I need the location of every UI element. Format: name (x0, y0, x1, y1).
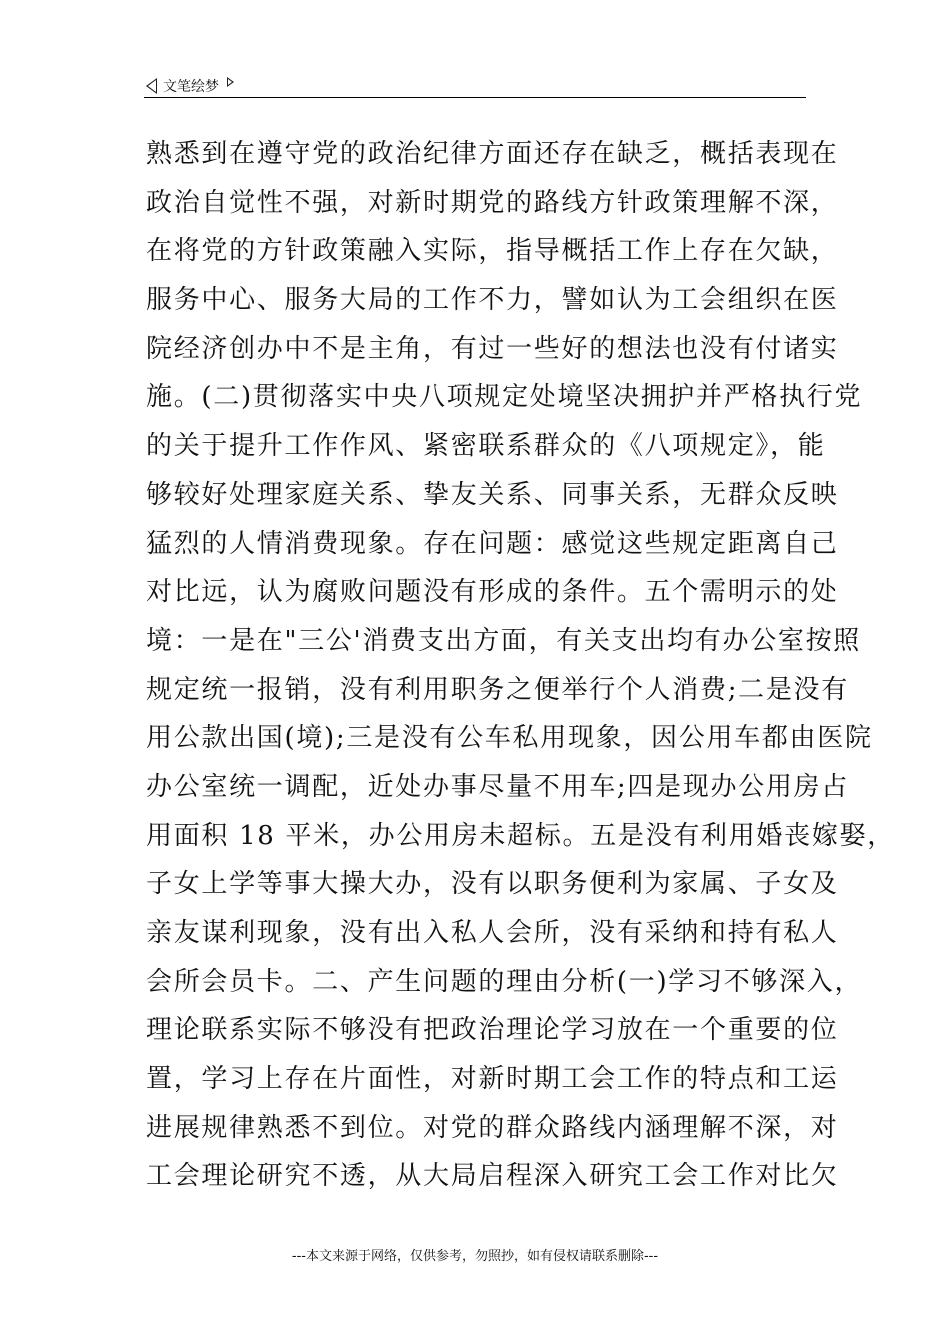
text-line: 对比远，认为腐败问题没有形成的条件。五个需明示的处 (146, 577, 839, 608)
text-line: 会所会员卡。二、产生问题的理由分析(一)学习不够深入， (146, 966, 863, 997)
triangle-right-icon (227, 77, 234, 87)
text-line: 服务中心、服务大局的工作不力，譬如认为工会组织在医 (146, 285, 839, 316)
text-line: 熟悉到在遵守党的政治纪律方面还存在缺乏，概括表现在 (146, 139, 839, 169)
text-line: 政治自觉性不强，对新时期党的路线方针政策理解不深， (146, 187, 839, 218)
page-header (146, 74, 234, 98)
body-text (146, 130, 895, 1201)
text-line: 院经济创办中不是主角，有过一些好的想法也没有付诸实 (146, 333, 839, 364)
text-line: 用公款出国(境);三是没有公车私用现象，因公用车都由医院 (146, 723, 873, 754)
header-rule (144, 97, 806, 98)
text-line: 用面积 18 平米，办公用房未超标。五是没有利用婚丧嫁娶， (146, 820, 895, 851)
text-line: 境：一是在"三公'消费支出方面，有关支出均有办公室按照 (146, 625, 862, 656)
text-line: 的关于提升工作作风、紧密联系群众的《八项规定》，能 (146, 431, 826, 462)
text-line: 规定统一报销，没有利用职务之便举行个人消费;二是没有 (146, 674, 849, 705)
text-line: 施。(二)贯彻落实中央八项规定处境坚决拥护并严格执行党 (146, 382, 863, 413)
text-line: 工会理论研究不透，从大局启程深入研究工会工作对比欠 (146, 1161, 839, 1192)
header-brand: 文笔绘梦 (163, 79, 219, 95)
footer-notice: ---本文来源于网络，仅供参考，勿照抄，如有侵权请联系删除--- (291, 1249, 659, 1264)
text-line: 置，学习上存在片面性，对新时期工会工作的特点和工运 (146, 1064, 839, 1095)
text-line: 亲友谋利现象，没有出入私人会所，没有采纳和持有私人 (146, 918, 839, 948)
text-line: 办公室统一调配，近处办事尽量不用车;四是现办公用房占 (146, 771, 849, 802)
text-line: 理论联系实际不够没有把政治理论学习放在一个重要的位 (146, 1015, 839, 1046)
text-line: 够较好处理家庭关系、挚友关系、同事关系，无群众反映 (146, 479, 839, 510)
text-line: 子女上学等事大操大办，没有以职务便利为家属、子女及 (146, 869, 839, 900)
triangle-left-icon (146, 78, 157, 94)
text-line: 在将党的方针政策融入实际，指导概括工作上存在欠缺， (146, 236, 839, 267)
text-line: 猛烈的人情消费现象。存在问题：感觉这些规定距离自己 (146, 528, 839, 559)
text-line: 进展规律熟悉不到位。对党的群众路线内涵理解不深，对 (146, 1112, 839, 1143)
